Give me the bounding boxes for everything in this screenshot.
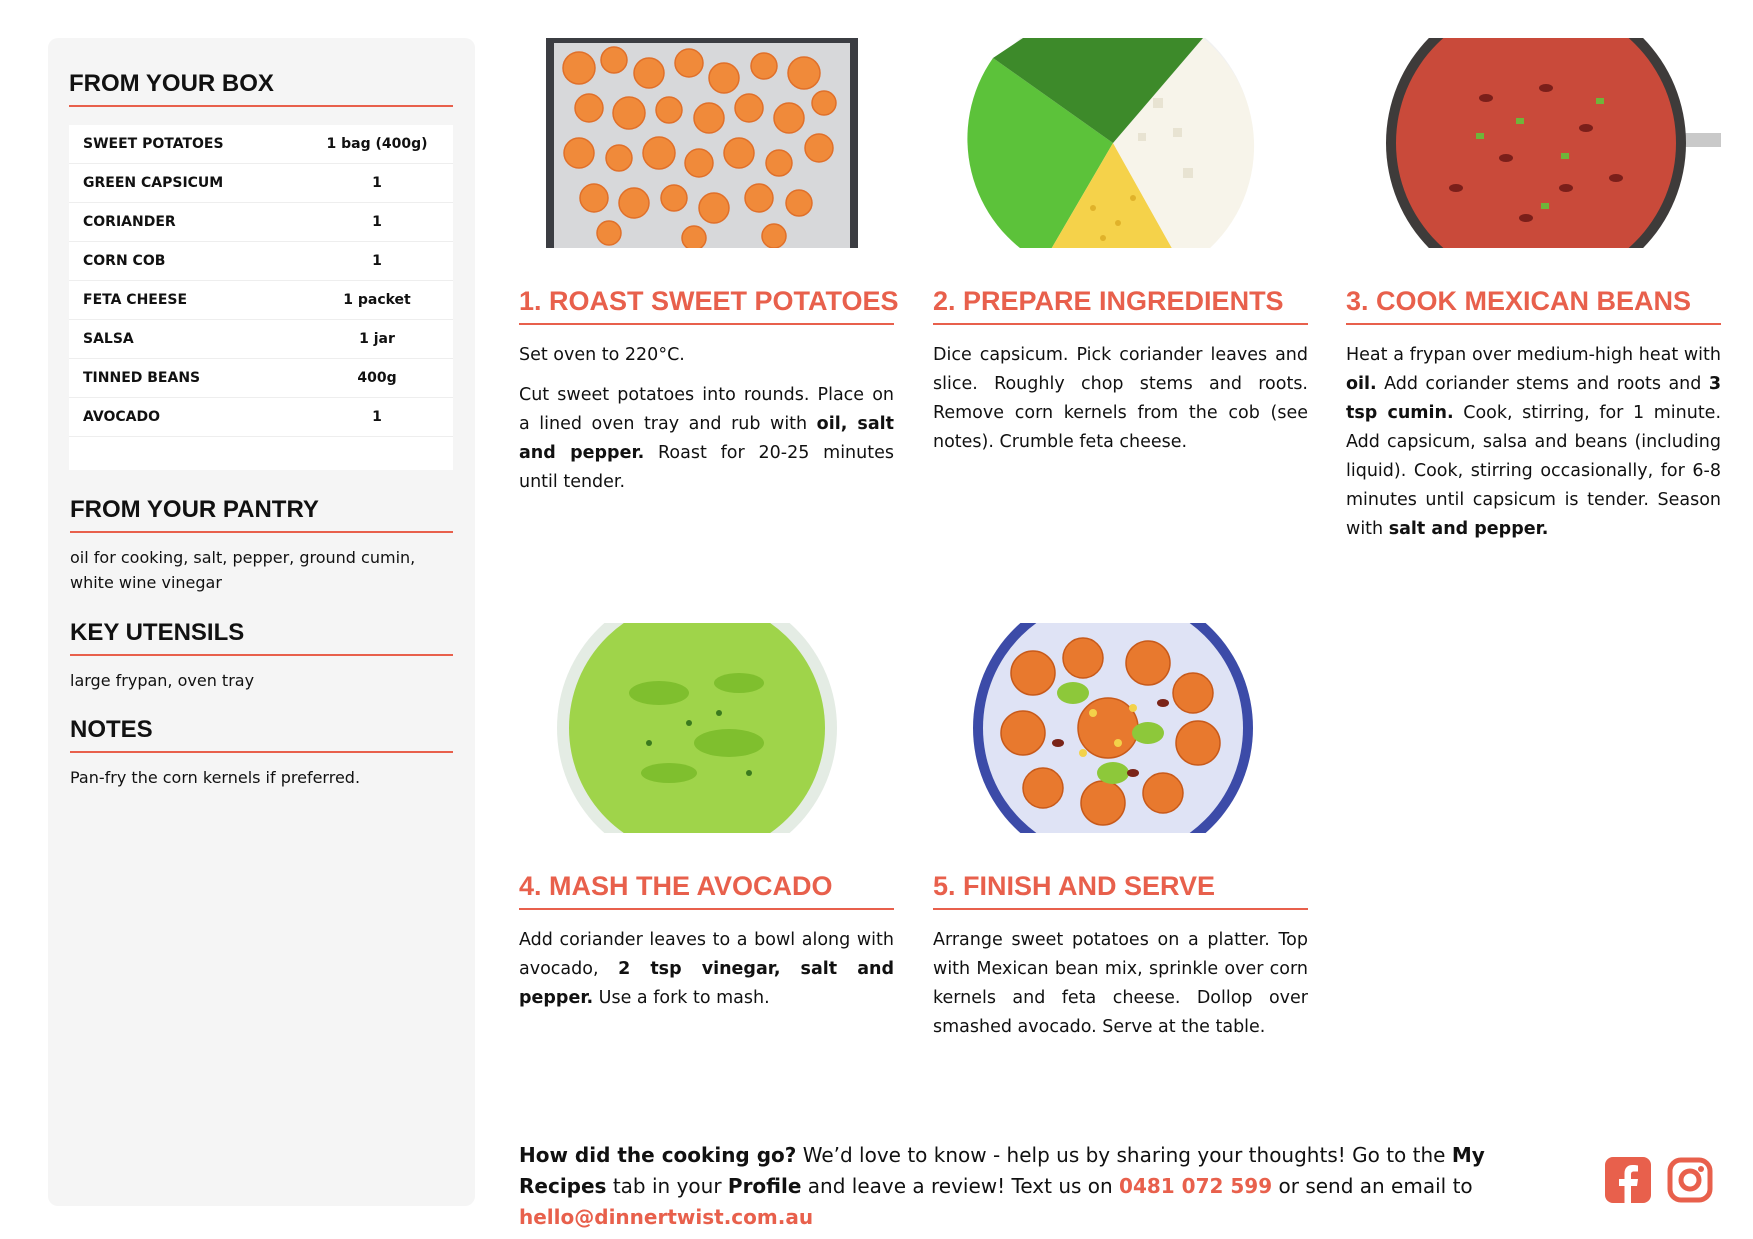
key-utensils-section	[70, 619, 453, 693]
step-1-text	[519, 341, 894, 497]
step-5-paragraph: Arrange sweet potatoes on a platter. Top with Mexican bean mix, sprinkle over corn kernels and feta cheese. Dollop over smashed avocado. Serve at the table.	[933, 930, 1308, 1037]
text-run: or send an email to	[1272, 1174, 1473, 1198]
ingredient-row	[69, 164, 453, 203]
text-run: Roast for 20-25 minutes until tender.	[519, 443, 894, 492]
notes-section	[70, 716, 453, 790]
ingredient-row	[69, 281, 453, 320]
bold-run: oil.	[1346, 374, 1377, 394]
mashed-avocado-photo	[519, 623, 894, 833]
step-4-text	[519, 926, 894, 1013]
ingredient-row	[69, 359, 453, 398]
step-2-text	[933, 341, 1308, 457]
ingredient-qty: 1	[372, 409, 382, 425]
step-3	[1346, 38, 1721, 555]
from-your-box-heading: FROM YOUR BOX	[69, 70, 453, 107]
text-run: Add coriander stems and roots and	[1376, 374, 1709, 394]
my-recipes-label: My Recipes	[519, 1143, 1485, 1198]
prepared-ingredients-photo	[933, 38, 1308, 248]
step-2-title: 2. PREPARE INGREDIENTS	[933, 286, 1308, 325]
ingredients-table	[69, 125, 453, 470]
step-1-paragraph	[519, 381, 894, 497]
ingredients-sidebar	[48, 38, 475, 1206]
step-5-text	[933, 926, 1308, 1042]
from-your-box-section	[69, 70, 453, 470]
step-4-paragraph	[519, 926, 894, 1013]
ingredient-name: SWEET POTATOES	[83, 136, 224, 152]
text-run: Cook, stirring, for 1 minute. Add capsicum, salsa and beans (including liquid). Cook, stirring occasionally, for 6-8 minutes until capsicum is tender. Season with	[1346, 403, 1722, 539]
step-3-title: 3. COOK MEXICAN BEANS	[1346, 286, 1721, 325]
ingredient-qty: 1	[372, 253, 382, 269]
ingredient-name: CORN COB	[83, 253, 166, 269]
step-2	[933, 38, 1308, 468]
step-2-paragraph: Dice capsicum. Pick coriander leaves and slice. Roughly chop stems and roots. Remove corn kernels from the cob (see notes). Crumble feta cheese.	[933, 345, 1308, 452]
ingredient-row	[69, 125, 453, 164]
sweet-potato-tray-photo	[519, 38, 894, 248]
ingredient-qty: 400g	[357, 370, 397, 386]
ingredient-name: FETA CHEESE	[83, 292, 188, 308]
ingredient-row	[69, 320, 453, 359]
step-5	[933, 623, 1308, 1053]
ingredient-name: TINNED BEANS	[83, 370, 201, 386]
bold-run: 2 tsp vinegar, salt and pepper.	[519, 959, 895, 1008]
ingredient-qty: 1 bag (400g)	[326, 136, 428, 152]
ingredient-name: SALSA	[83, 331, 134, 347]
ingredient-qty: 1 packet	[343, 292, 411, 308]
notes-text: Pan-fry the corn kernels if preferred.	[70, 768, 361, 787]
step-5-title: 5. FINISH AND SERVE	[933, 871, 1308, 910]
ingredient-row	[69, 398, 453, 437]
ingredient-name: CORIANDER	[83, 214, 176, 230]
text-run: Add coriander leaves to a bowl along with avocado,	[519, 930, 894, 979]
facebook-icon[interactable]	[1605, 1157, 1651, 1203]
step-1-title: 1. ROAST SWEET POTATOES	[519, 286, 894, 325]
text-run: and leave a review! Text us on	[801, 1174, 1120, 1198]
pantry-text: oil for cooking, salt, pepper, ground cumin, white wine vinegar	[70, 548, 416, 592]
text-run: Use a fork to mash.	[593, 988, 770, 1008]
ingredient-row	[69, 203, 453, 242]
feedback-footer	[519, 1140, 1579, 1233]
from-your-pantry-heading: FROM YOUR PANTRY	[70, 496, 453, 533]
bold-run: 3 tsp cumin.	[1346, 374, 1721, 423]
key-utensils-heading: KEY UTENSILS	[70, 619, 453, 656]
text-run: Heat a frypan over medium-high heat with	[1346, 345, 1721, 365]
text-run: We’d love to know - help us by sharing your thoughts! Go to the	[796, 1143, 1452, 1167]
from-your-pantry-section	[70, 496, 453, 595]
step-1-paragraph: Set oven to 220°C.	[519, 345, 685, 365]
ingredient-row	[69, 242, 453, 281]
email-link[interactable]: hello@dinnertwist.com.au	[519, 1205, 814, 1229]
ingredient-qty: 1	[372, 214, 382, 230]
finished-dish-photo	[933, 623, 1308, 833]
notes-heading: NOTES	[70, 716, 453, 753]
step-1	[519, 38, 899, 508]
step-3-paragraph	[1346, 341, 1721, 544]
step-4	[519, 623, 894, 1024]
instagram-icon[interactable]	[1667, 1157, 1713, 1203]
profile-label: Profile	[727, 1174, 802, 1198]
step-3-text	[1346, 341, 1721, 544]
utensils-text: large frypan, oven tray	[70, 671, 255, 690]
bold-run: salt and pepper.	[1388, 519, 1549, 539]
mexican-beans-pan-photo	[1346, 38, 1721, 248]
phone-link[interactable]: 0481 072 599	[1119, 1174, 1273, 1198]
ingredient-name: AVOCADO	[83, 409, 161, 425]
feedback-question: How did the cooking go?	[519, 1143, 797, 1167]
text-run: Cut sweet potatoes into rounds. Place on a lined oven tray and rub with	[519, 385, 894, 434]
text-run: tab in your	[606, 1174, 728, 1198]
step-4-title: 4. MASH THE AVOCADO	[519, 871, 894, 910]
ingredient-qty: 1 jar	[359, 331, 395, 347]
bold-run: oil, salt and pepper.	[519, 414, 894, 463]
ingredient-qty: 1	[372, 175, 382, 191]
ingredient-name: GREEN CAPSICUM	[83, 175, 224, 191]
